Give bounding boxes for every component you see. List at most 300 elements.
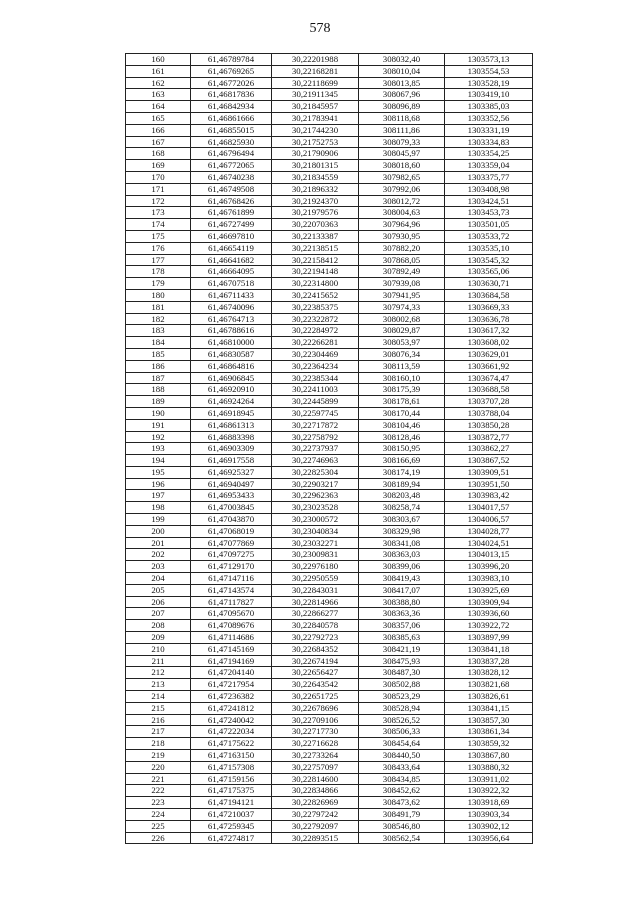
x-coordinate-cell: 308417,07 [359, 584, 445, 596]
latitude-cell: 61,46953433 [191, 490, 272, 502]
y-coordinate-cell: 1303880,32 [445, 761, 533, 773]
table-row [126, 478, 533, 490]
x-coordinate-cell: 308189,94 [359, 478, 445, 490]
x-coordinate-cell: 308032,40 [359, 54, 445, 66]
longitude-cell: 30,22792097 [272, 820, 359, 832]
longitude-cell: 30,22656427 [272, 667, 359, 679]
longitude-cell: 30,21790906 [272, 148, 359, 160]
longitude-cell: 30,23000572 [272, 514, 359, 526]
latitude-cell: 61,47117827 [191, 596, 272, 608]
table-row [126, 490, 533, 502]
table-row [126, 466, 533, 478]
y-coordinate-cell: 1303565,06 [445, 266, 533, 278]
point-number-cell: 214 [126, 691, 191, 703]
longitude-cell: 30,22678696 [272, 702, 359, 714]
point-number-cell: 196 [126, 478, 191, 490]
table-row [126, 797, 533, 809]
latitude-cell: 61,46697810 [191, 230, 272, 242]
x-coordinate-cell: 308174,19 [359, 466, 445, 478]
x-coordinate-cell: 308258,74 [359, 502, 445, 514]
y-coordinate-cell: 1303375,77 [445, 171, 533, 183]
latitude-cell: 61,46664095 [191, 266, 272, 278]
table-row [126, 384, 533, 396]
point-number-cell: 178 [126, 266, 191, 278]
latitude-cell: 61,46711433 [191, 289, 272, 301]
y-coordinate-cell: 1303352,56 [445, 112, 533, 124]
longitude-cell: 30,21783941 [272, 112, 359, 124]
point-number-cell: 184 [126, 337, 191, 349]
point-number-cell: 187 [126, 372, 191, 384]
table-row [126, 643, 533, 655]
y-coordinate-cell: 1303867,80 [445, 750, 533, 762]
y-coordinate-cell: 1303629,01 [445, 348, 533, 360]
y-coordinate-cell: 1303707,28 [445, 396, 533, 408]
x-coordinate-cell: 308329,98 [359, 525, 445, 537]
latitude-cell: 61,47163150 [191, 750, 272, 762]
x-coordinate-cell: 308012,72 [359, 195, 445, 207]
longitude-cell: 30,22304469 [272, 348, 359, 360]
latitude-cell: 61,46641682 [191, 254, 272, 266]
latitude-cell: 61,46749508 [191, 183, 272, 195]
point-number-cell: 173 [126, 207, 191, 219]
x-coordinate-cell: 308067,96 [359, 89, 445, 101]
x-coordinate-cell: 308526,52 [359, 714, 445, 726]
table-row [126, 714, 533, 726]
point-number-cell: 198 [126, 502, 191, 514]
latitude-cell: 61,47003845 [191, 502, 272, 514]
point-number-cell: 169 [126, 160, 191, 172]
table-row [126, 54, 533, 66]
point-number-cell: 188 [126, 384, 191, 396]
point-number-cell: 201 [126, 537, 191, 549]
table-row [126, 820, 533, 832]
x-coordinate-cell: 308150,95 [359, 443, 445, 455]
y-coordinate-cell: 1304024,51 [445, 537, 533, 549]
latitude-cell: 61,46788616 [191, 325, 272, 337]
y-coordinate-cell: 1303837,28 [445, 655, 533, 667]
x-coordinate-cell: 307992,06 [359, 183, 445, 195]
longitude-cell: 30,22415652 [272, 289, 359, 301]
y-coordinate-cell: 1303996,20 [445, 561, 533, 573]
latitude-cell: 61,46864816 [191, 360, 272, 372]
latitude-cell: 61,46917558 [191, 455, 272, 467]
x-coordinate-cell: 308113,59 [359, 360, 445, 372]
point-number-cell: 218 [126, 738, 191, 750]
point-number-cell: 212 [126, 667, 191, 679]
point-number-cell: 183 [126, 325, 191, 337]
y-coordinate-cell: 1304013,15 [445, 549, 533, 561]
table-row [126, 254, 533, 266]
latitude-cell: 61,46842934 [191, 101, 272, 113]
table-row [126, 407, 533, 419]
point-number-cell: 177 [126, 254, 191, 266]
longitude-cell: 30,22411003 [272, 384, 359, 396]
table-row [126, 89, 533, 101]
table-row [126, 809, 533, 821]
longitude-cell: 30,22797242 [272, 809, 359, 821]
point-number-cell: 216 [126, 714, 191, 726]
point-number-cell: 160 [126, 54, 191, 66]
longitude-cell: 30,23032271 [272, 537, 359, 549]
table-row [126, 502, 533, 514]
point-number-cell: 206 [126, 596, 191, 608]
point-number-cell: 217 [126, 726, 191, 738]
longitude-cell: 30,21896332 [272, 183, 359, 195]
x-coordinate-cell: 308546,80 [359, 820, 445, 832]
longitude-cell: 30,22284972 [272, 325, 359, 337]
table-row [126, 219, 533, 231]
longitude-cell: 30,21752753 [272, 136, 359, 148]
x-coordinate-cell: 308473,62 [359, 797, 445, 809]
y-coordinate-cell: 1303617,32 [445, 325, 533, 337]
latitude-cell: 61,46707518 [191, 278, 272, 290]
point-number-cell: 164 [126, 101, 191, 113]
y-coordinate-cell: 1303828,12 [445, 667, 533, 679]
latitude-cell: 61,47204140 [191, 667, 272, 679]
latitude-cell: 61,47097275 [191, 549, 272, 561]
latitude-cell: 61,46772065 [191, 160, 272, 172]
latitude-cell: 61,46817836 [191, 89, 272, 101]
point-number-cell: 180 [126, 289, 191, 301]
table-row [126, 171, 533, 183]
y-coordinate-cell: 1303688,58 [445, 384, 533, 396]
latitude-cell: 61,46761899 [191, 207, 272, 219]
longitude-cell: 30,22322872 [272, 313, 359, 325]
longitude-cell: 30,23040834 [272, 525, 359, 537]
table-row [126, 514, 533, 526]
x-coordinate-cell: 308421,19 [359, 643, 445, 655]
point-number-cell: 221 [126, 773, 191, 785]
latitude-cell: 61,46924264 [191, 396, 272, 408]
y-coordinate-cell: 1303408,98 [445, 183, 533, 195]
x-coordinate-cell: 308502,88 [359, 679, 445, 691]
coordinates-table-container [125, 53, 533, 844]
longitude-cell: 30,22716628 [272, 738, 359, 750]
longitude-cell: 30,22445899 [272, 396, 359, 408]
table-row [126, 183, 533, 195]
x-coordinate-cell: 307982,65 [359, 171, 445, 183]
x-coordinate-cell: 307868,05 [359, 254, 445, 266]
latitude-cell: 61,46772026 [191, 77, 272, 89]
point-number-cell: 182 [126, 313, 191, 325]
longitude-cell: 30,22385344 [272, 372, 359, 384]
point-number-cell: 174 [126, 219, 191, 231]
latitude-cell: 61,46855015 [191, 124, 272, 136]
table-row [126, 608, 533, 620]
x-coordinate-cell: 308203,48 [359, 490, 445, 502]
y-coordinate-cell: 1303862,27 [445, 443, 533, 455]
x-coordinate-cell: 308160,10 [359, 372, 445, 384]
latitude-cell: 61,46740238 [191, 171, 272, 183]
longitude-cell: 30,22814600 [272, 773, 359, 785]
y-coordinate-cell: 1303826,61 [445, 691, 533, 703]
longitude-cell: 30,22976180 [272, 561, 359, 573]
y-coordinate-cell: 1303872,77 [445, 431, 533, 443]
table-row [126, 655, 533, 667]
y-coordinate-cell: 1303535,10 [445, 242, 533, 254]
point-number-cell: 194 [126, 455, 191, 467]
latitude-cell: 61,47143574 [191, 584, 272, 596]
longitude-cell: 30,22138515 [272, 242, 359, 254]
longitude-cell: 30,22717730 [272, 726, 359, 738]
point-number-cell: 168 [126, 148, 191, 160]
latitude-cell: 61,47175375 [191, 785, 272, 797]
longitude-cell: 30,22893515 [272, 832, 359, 844]
x-coordinate-cell: 308166,69 [359, 455, 445, 467]
x-coordinate-cell: 308419,43 [359, 573, 445, 585]
table-body [126, 54, 533, 844]
latitude-cell: 61,46918945 [191, 407, 272, 419]
x-coordinate-cell: 307930,95 [359, 230, 445, 242]
table-row [126, 207, 533, 219]
point-number-cell: 207 [126, 608, 191, 620]
y-coordinate-cell: 1303841,15 [445, 702, 533, 714]
latitude-cell: 61,46768426 [191, 195, 272, 207]
table-row [126, 360, 533, 372]
latitude-cell: 61,46906845 [191, 372, 272, 384]
table-row [126, 443, 533, 455]
x-coordinate-cell: 307974,33 [359, 301, 445, 313]
latitude-cell: 61,47194169 [191, 655, 272, 667]
x-coordinate-cell: 308388,80 [359, 596, 445, 608]
longitude-cell: 30,22903217 [272, 478, 359, 490]
point-number-cell: 161 [126, 65, 191, 77]
latitude-cell: 61,46940497 [191, 478, 272, 490]
y-coordinate-cell: 1303788,04 [445, 407, 533, 419]
point-number-cell: 222 [126, 785, 191, 797]
latitude-cell: 61,47236382 [191, 691, 272, 703]
y-coordinate-cell: 1303857,30 [445, 714, 533, 726]
latitude-cell: 61,46769265 [191, 65, 272, 77]
point-number-cell: 195 [126, 466, 191, 478]
table-row [126, 301, 533, 313]
table-row [126, 124, 533, 136]
point-number-cell: 181 [126, 301, 191, 313]
table-row [126, 738, 533, 750]
point-number-cell: 205 [126, 584, 191, 596]
x-coordinate-cell: 308111,86 [359, 124, 445, 136]
table-row [126, 195, 533, 207]
longitude-cell: 30,23009831 [272, 549, 359, 561]
x-coordinate-cell: 307939,08 [359, 278, 445, 290]
table-row [126, 419, 533, 431]
y-coordinate-cell: 1303684,58 [445, 289, 533, 301]
y-coordinate-cell: 1303359,04 [445, 160, 533, 172]
x-coordinate-cell: 308004,63 [359, 207, 445, 219]
longitude-cell: 30,22674194 [272, 655, 359, 667]
point-number-cell: 219 [126, 750, 191, 762]
table-row [126, 726, 533, 738]
y-coordinate-cell: 1303956,64 [445, 832, 533, 844]
table-row [126, 561, 533, 573]
point-number-cell: 199 [126, 514, 191, 526]
longitude-cell: 30,21911345 [272, 89, 359, 101]
table-row [126, 337, 533, 349]
table-row [126, 750, 533, 762]
longitude-cell: 30,22266281 [272, 337, 359, 349]
longitude-cell: 30,21924370 [272, 195, 359, 207]
table-row [126, 266, 533, 278]
latitude-cell: 61,47159156 [191, 773, 272, 785]
y-coordinate-cell: 1303385,03 [445, 101, 533, 113]
table-row [126, 77, 533, 89]
point-number-cell: 204 [126, 573, 191, 585]
y-coordinate-cell: 1303936,60 [445, 608, 533, 620]
x-coordinate-cell: 307882,20 [359, 242, 445, 254]
coordinates-table [125, 53, 533, 844]
table-row [126, 431, 533, 443]
longitude-cell: 30,21744230 [272, 124, 359, 136]
x-coordinate-cell: 308363,03 [359, 549, 445, 561]
table-row [126, 112, 533, 124]
point-number-cell: 167 [126, 136, 191, 148]
point-number-cell: 175 [126, 230, 191, 242]
x-coordinate-cell: 308454,64 [359, 738, 445, 750]
longitude-cell: 30,21979576 [272, 207, 359, 219]
x-coordinate-cell: 308341,08 [359, 537, 445, 549]
table-row [126, 761, 533, 773]
table-row [126, 289, 533, 301]
latitude-cell: 61,46861666 [191, 112, 272, 124]
point-number-cell: 165 [126, 112, 191, 124]
x-coordinate-cell: 308002,68 [359, 313, 445, 325]
longitude-cell: 30,22314800 [272, 278, 359, 290]
x-coordinate-cell: 308357,06 [359, 620, 445, 632]
table-row [126, 702, 533, 714]
latitude-cell: 61,47259345 [191, 820, 272, 832]
table-row [126, 136, 533, 148]
latitude-cell: 61,46789784 [191, 54, 272, 66]
table-row [126, 278, 533, 290]
point-number-cell: 190 [126, 407, 191, 419]
y-coordinate-cell: 1304028,77 [445, 525, 533, 537]
y-coordinate-cell: 1303419,10 [445, 89, 533, 101]
longitude-cell: 30,22717872 [272, 419, 359, 431]
point-number-cell: 186 [126, 360, 191, 372]
y-coordinate-cell: 1303841,18 [445, 643, 533, 655]
table-row [126, 596, 533, 608]
x-coordinate-cell: 308385,63 [359, 632, 445, 644]
point-number-cell: 200 [126, 525, 191, 537]
y-coordinate-cell: 1303859,32 [445, 738, 533, 750]
y-coordinate-cell: 1303918,69 [445, 797, 533, 809]
latitude-cell: 61,46764713 [191, 313, 272, 325]
point-number-cell: 162 [126, 77, 191, 89]
point-number-cell: 210 [126, 643, 191, 655]
x-coordinate-cell: 308440,50 [359, 750, 445, 762]
latitude-cell: 61,47089676 [191, 620, 272, 632]
latitude-cell: 61,46740096 [191, 301, 272, 313]
point-number-cell: 192 [126, 431, 191, 443]
longitude-cell: 30,22825304 [272, 466, 359, 478]
table-row [126, 573, 533, 585]
y-coordinate-cell: 1303545,32 [445, 254, 533, 266]
x-coordinate-cell: 308104,46 [359, 419, 445, 431]
y-coordinate-cell: 1303897,99 [445, 632, 533, 644]
y-coordinate-cell: 1303925,69 [445, 584, 533, 596]
y-coordinate-cell: 1303850,28 [445, 419, 533, 431]
longitude-cell: 30,23023528 [272, 502, 359, 514]
point-number-cell: 215 [126, 702, 191, 714]
y-coordinate-cell: 1303903,34 [445, 809, 533, 821]
table-row [126, 537, 533, 549]
longitude-cell: 30,22814966 [272, 596, 359, 608]
latitude-cell: 61,46830587 [191, 348, 272, 360]
y-coordinate-cell: 1303533,72 [445, 230, 533, 242]
longitude-cell: 30,22651725 [272, 691, 359, 703]
y-coordinate-cell: 1303424,51 [445, 195, 533, 207]
table-row [126, 691, 533, 703]
y-coordinate-cell: 1303661,92 [445, 360, 533, 372]
longitude-cell: 30,22834866 [272, 785, 359, 797]
x-coordinate-cell: 308434,85 [359, 773, 445, 785]
y-coordinate-cell: 1303951,50 [445, 478, 533, 490]
table-row [126, 325, 533, 337]
latitude-cell: 61,47145169 [191, 643, 272, 655]
latitude-cell: 61,46825930 [191, 136, 272, 148]
y-coordinate-cell: 1303573,13 [445, 54, 533, 66]
point-number-cell: 189 [126, 396, 191, 408]
longitude-cell: 30,22133387 [272, 230, 359, 242]
table-row [126, 65, 533, 77]
latitude-cell: 61,46861313 [191, 419, 272, 431]
table-row [126, 832, 533, 844]
x-coordinate-cell: 308491,79 [359, 809, 445, 821]
longitude-cell: 30,22201988 [272, 54, 359, 66]
longitude-cell: 30,22746963 [272, 455, 359, 467]
y-coordinate-cell: 1303636,78 [445, 313, 533, 325]
longitude-cell: 30,21834559 [272, 171, 359, 183]
longitude-cell: 30,22158412 [272, 254, 359, 266]
x-coordinate-cell: 308475,93 [359, 655, 445, 667]
longitude-cell: 30,22950559 [272, 573, 359, 585]
longitude-cell: 30,22597745 [272, 407, 359, 419]
point-number-cell: 202 [126, 549, 191, 561]
latitude-cell: 61,46883398 [191, 431, 272, 443]
point-number-cell: 193 [126, 443, 191, 455]
table-row [126, 773, 533, 785]
y-coordinate-cell: 1303861,34 [445, 726, 533, 738]
point-number-cell: 220 [126, 761, 191, 773]
point-number-cell: 179 [126, 278, 191, 290]
latitude-cell: 61,46810000 [191, 337, 272, 349]
x-coordinate-cell: 308170,44 [359, 407, 445, 419]
longitude-cell: 30,22194148 [272, 266, 359, 278]
x-coordinate-cell: 307941,95 [359, 289, 445, 301]
table-row [126, 348, 533, 360]
longitude-cell: 30,21845957 [272, 101, 359, 113]
x-coordinate-cell: 308487,30 [359, 667, 445, 679]
latitude-cell: 61,47241812 [191, 702, 272, 714]
y-coordinate-cell: 1303331,19 [445, 124, 533, 136]
x-coordinate-cell: 308096,89 [359, 101, 445, 113]
latitude-cell: 61,47175622 [191, 738, 272, 750]
longitude-cell: 30,22070363 [272, 219, 359, 231]
x-coordinate-cell: 308045,97 [359, 148, 445, 160]
table-row [126, 620, 533, 632]
x-coordinate-cell: 308118,68 [359, 112, 445, 124]
y-coordinate-cell: 1303528,19 [445, 77, 533, 89]
x-coordinate-cell: 308178,61 [359, 396, 445, 408]
latitude-cell: 61,47222034 [191, 726, 272, 738]
latitude-cell: 61,47068019 [191, 525, 272, 537]
longitude-cell: 30,22826969 [272, 797, 359, 809]
x-coordinate-cell: 308128,46 [359, 431, 445, 443]
x-coordinate-cell: 308523,29 [359, 691, 445, 703]
y-coordinate-cell: 1303911,02 [445, 773, 533, 785]
x-coordinate-cell: 308013,85 [359, 77, 445, 89]
longitude-cell: 30,22733264 [272, 750, 359, 762]
